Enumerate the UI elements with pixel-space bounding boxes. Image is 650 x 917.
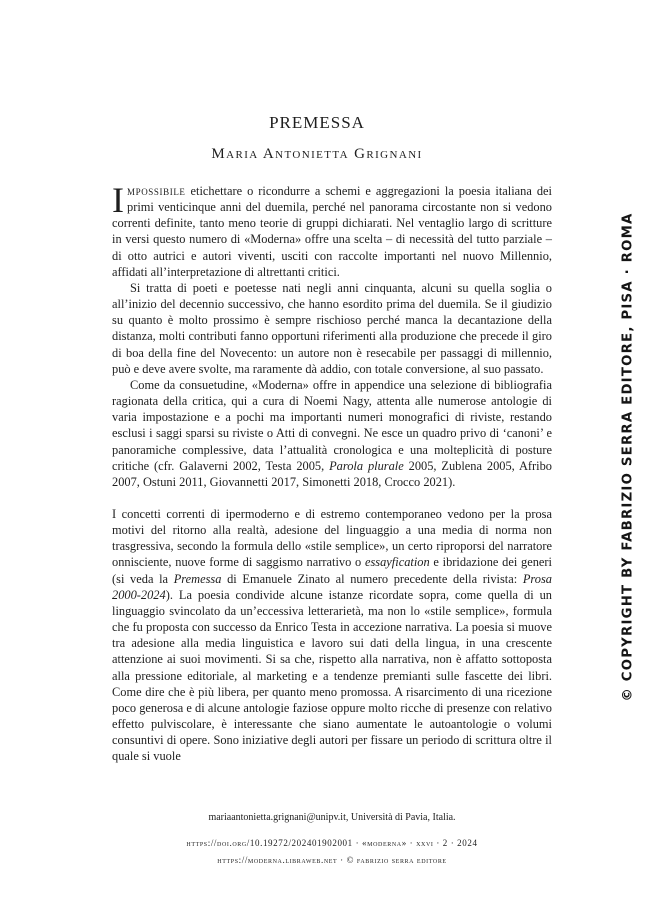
lead-word: mpossibile (127, 184, 186, 198)
drop-cap: I (112, 180, 124, 220)
doi-line: https://doi.org/10.19272/202401902001 · «moderna» · xxvi · 2 · 2024 (186, 838, 478, 848)
page-title: PREMESSA (269, 113, 365, 132)
paragraph-3-text-b: 2005, Zublena 2005, Afribo 2007, Ostuni 2011, Giovannetti 2017, Simonetti 2018, Crocco 2021). (112, 458, 552, 489)
paragraph-4 (112, 506, 552, 765)
paragraph-4-text-a: I concetti correnti di ipermoderno e di estremo contemporaneo vedono per la prosa motivi del ritorno alla realtà, adesione del linguaggio a una media di norma non trasgressiva, secondo la formula dello «stile semplice», un certo riproporsi del narratore onnisciente, nuove forme di saggismo narrativo o (112, 506, 552, 570)
paragraph-4-text-b: e ibridazione dei generi (si veda la (112, 555, 552, 586)
copyright-notice: © COPYRIGHT BY FABRIZIO SERRA EDITORE, PISA · ROMA (620, 212, 636, 702)
term-italic: essayfication (364, 555, 430, 570)
author-name: Maria Antonietta Grignani (211, 146, 423, 162)
title-italic: Parola plurale (329, 458, 404, 473)
website-line: https://moderna.libraweb.net · © fabrizio serra editore (217, 855, 447, 865)
title-italic: Prosa 2000-2024 (112, 571, 553, 602)
paragraph-1-text: etichettare o ricondurre a schemi e aggregazioni la poesia italiana dei primi venticinque anni del duemila, perché nel panorama circostante non si vedono correnti definite, tanto meno teorie di gruppi dichiarati. Nel ventaglio largo di scritture in versi questo numero di «Moderna» offre una scelta – di necessità del tutto parziale – di otto autrici e autori viventi, usciti con raccolte importanti nel nuovo Millennio, affidati all’interpretazione di altrettanti critici. (112, 184, 552, 279)
author-footnote: mariaantonietta.grignani@unipv.it, Università di Pavia, Italia. (208, 812, 456, 823)
paragraph-3 (112, 377, 552, 490)
paragraph-4-text-c: di Emanuele Zinato al numero precedente della rivista: (221, 571, 523, 586)
paragraph-1 (112, 180, 552, 280)
title-italic: Premessa (173, 571, 222, 586)
paragraph-2: Si tratta di poeti e poetesse nati negli anni cinquanta, alcuni su quella soglia o all’inizio del decennio successivo, che hanno esordito prima del duemila. Se il giudizio su quanto è molto prossimo è sempre rischioso perché manca la decantazione della distanza, molti contributi fanno opportuni riferimenti alla produzione che precede il giro di boa della fine del Novecento: un autore non è resecabile per passaggi di millennio, può e deve avere svolte, ma raramente dà addio, con totale conversione, al suo passato. (112, 280, 552, 376)
paragraph-3-text-a: Come da consuetudine, «Moderna» offre in appendice una selezione di bibliografia ragionata della critica, qui a cura di Noemi Nagy, attenta alle numerose antologie di varia impostazione e a pochi ma importanti numeri monografici di riviste, restando esclusi i saggi sparsi su riviste o Atti di convegni. Ne esce un quadro privo di ‘canoni’ e panoramiche complessive, data l’attualità cronologica e una molteplicità di posture critiche (cfr. Galaverni 2002, Testa 2005, (112, 377, 552, 473)
paragraph-4-text-d: ). La poesia condivide alcune istanze ricordate sopra, come quella di un linguaggio svincolato da un’eccessiva letterarietà, ma non lo «stile semplice», formula che fu proposta con successo da Enrico Testa in accezione narrativa. La poesia si muove tra adesione alla media linguistica e lavoro sui dati della lingua, in una crescente attenzione ai suoi movimenti. Si sa che, rispetto alla narrativa, non è affatto sottoposta alla pressione editoriale, al marketing e a tendenze premianti sulle fascette dei libri. Come dire che è più libera, per quanto meno promossa. A risarcimento di una ricezione poco generosa e di alcune antologie faziose oppure molto ricche di presenze con relativo effetto pulviscolare, è interessante che siano aumentate le autoantologie o volumi consuntivi di opere. Sono iniziative degli autori per fissare un periodo di scrittura oltre il quale si vuole (112, 587, 552, 764)
body-text (112, 180, 553, 764)
